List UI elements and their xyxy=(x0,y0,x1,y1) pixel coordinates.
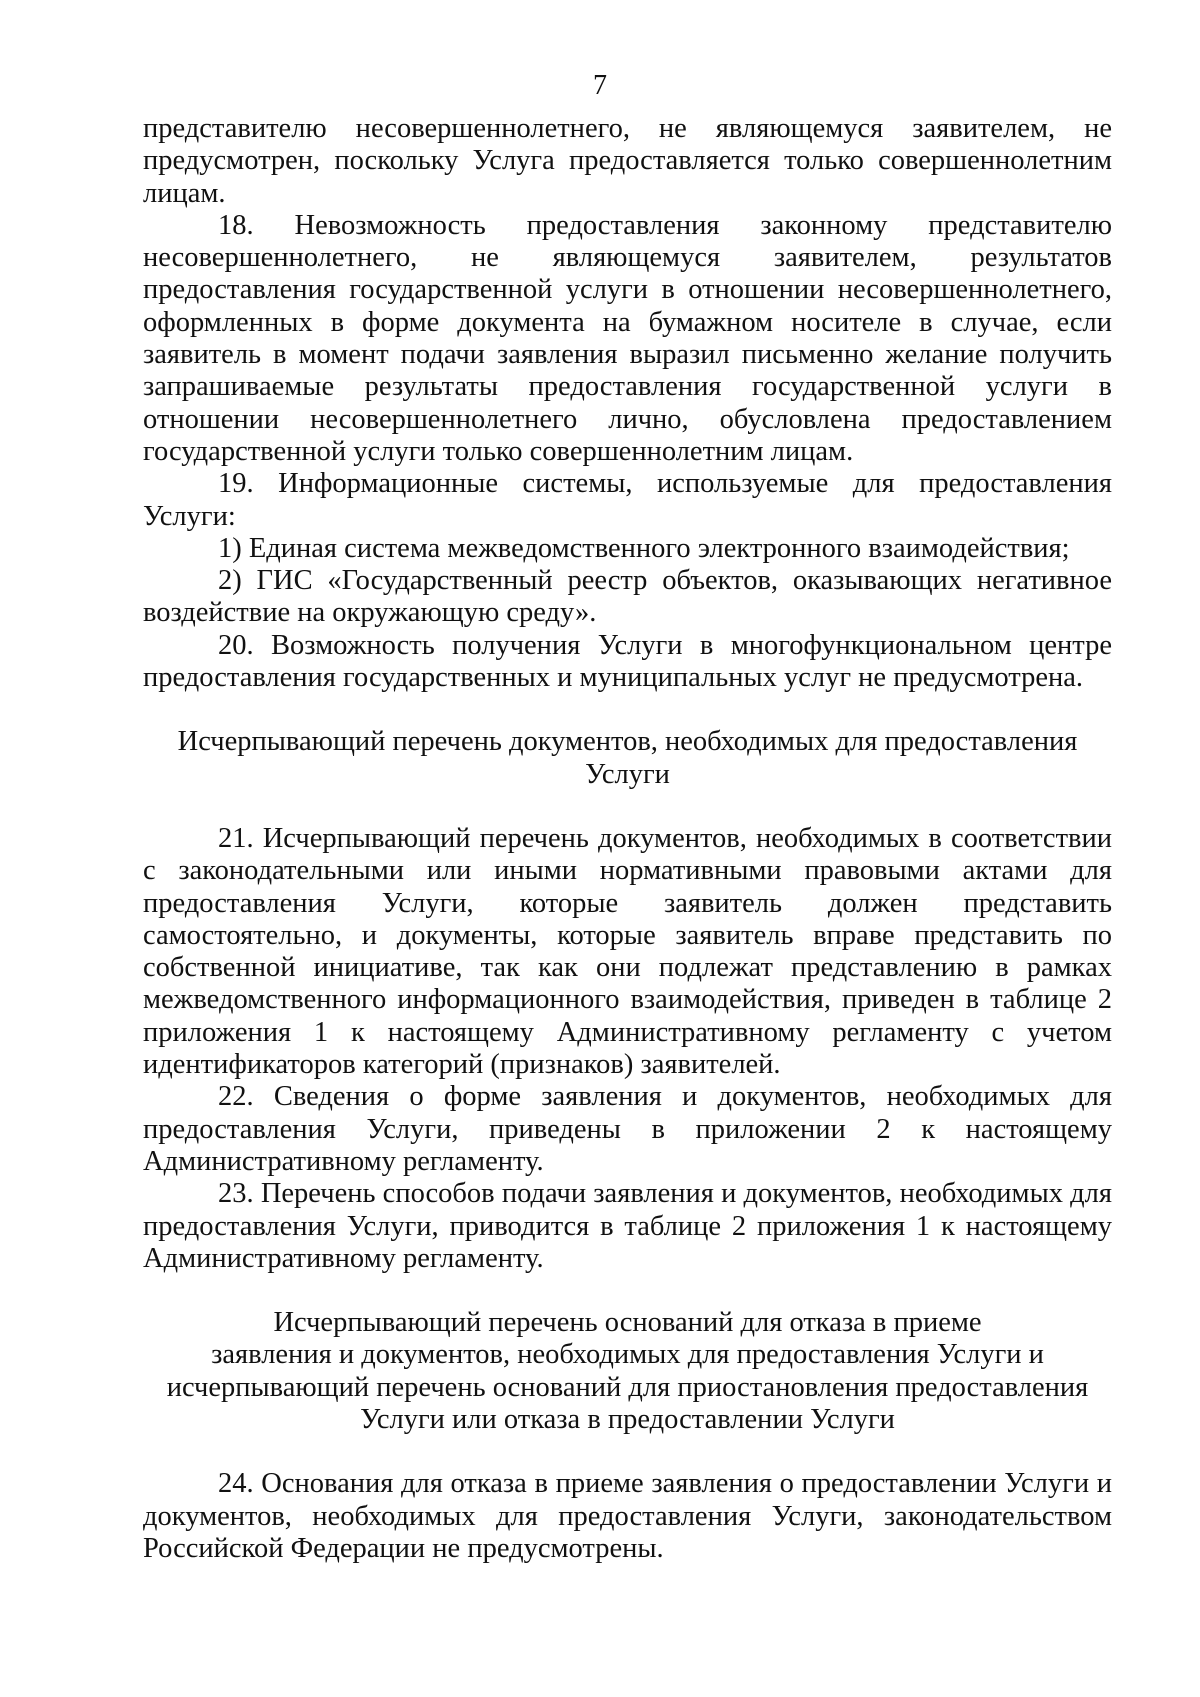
page-number: 7 xyxy=(593,70,607,101)
section-heading-refusal-line-2: заявления и документов, необходимых для предоставления Услуги и xyxy=(211,1339,1044,1371)
paragraph-item-24: 24. Основания для отказа в приеме заявления о предоставлении Услуги и документов, необходимых для предоставления Услуги, законодательством Российской Федерации не предусмотрены. xyxy=(143,1468,1112,1564)
paragraph-item-19: 19. Информационные системы, используемые для предоставления Услуги: xyxy=(143,468,1112,532)
paragraph-item-19-2: 2) ГИС «Государственный реестр объектов, оказывающих негативное воздействие на окружающую среду». xyxy=(143,565,1112,629)
section-heading-refusal xyxy=(143,1307,1112,1436)
paragraph-item-20: 20. Возможность получения Услуги в многофункциональном центре предоставления государственных и муниципальных услуг не предусмотрена. xyxy=(143,629,1112,694)
document-body xyxy=(143,113,1112,1565)
paragraph-item-18: 18. Невозможность предоставления законному представителю несовершеннолетнего, не являющемуся заявителем, результатов предоставления государственной услуги в отношении несовершеннолетнего, оформленных в форме документа на бумажном носителе в случае, если заявитель в момент подачи заявления выразил письменно желание получить запрашиваемые результаты предоставления государственной услуги в отношении несовершеннолетнего лично, обусловлена предоставлением государственной услуги только совершеннолетним лицам. xyxy=(143,209,1112,467)
paragraph-item-23: 23. Перечень способов подачи заявления и документов, необходимых для предоставления Услуги, приводится в таблице 2 приложения 1 к настоящему Административному регламенту. xyxy=(143,1178,1112,1274)
section-heading-documents xyxy=(143,726,1112,791)
paragraph-item-21: 21. Исчерпывающий перечень документов, необходимых в соответствии с законодательными или иными нормативными правовыми актами для предоставления Услуги, которые заявитель должен представить самостоятельно, и документы, которые заявитель вправе представить по собственной инициативе, так как они подлежат представлению в рамках межведомственного информационного взаимодействия, приведен в таблице 2 приложения 1 к настоящему Административному регламенту с учетом идентификаторов категорий (признаков) заявителей. xyxy=(143,822,1112,1081)
paragraph-continuation: представителю несовершеннолетнего, не являющемуся заявителем, не предусмотрен, поскольку Услуга предоставляется только совершеннолетним лицам. xyxy=(143,113,1112,209)
section-heading-documents-line-2: Услуги xyxy=(585,758,670,790)
section-heading-refusal-line-4: Услуги или отказа в предоставлении Услуги xyxy=(360,1403,895,1435)
section-heading-refusal-line-3: исчерпывающий перечень оснований для приостановления предоставления xyxy=(166,1371,1089,1403)
paragraph-item-22: 22. Сведения о форме заявления и документов, необходимых для предоставления Услуги, приведены в приложении 2 к настоящему Административному регламенту. xyxy=(143,1081,1112,1177)
paragraph-item-19-1: 1) Единая система межведомственного электронного взаимодействия; xyxy=(218,532,1070,564)
section-heading-refusal-line-1: Исчерпывающий перечень оснований для отказа в приеме xyxy=(273,1307,982,1339)
section-heading-documents-line-1: Исчерпывающий перечень документов, необходимых для предоставления xyxy=(177,726,1078,758)
